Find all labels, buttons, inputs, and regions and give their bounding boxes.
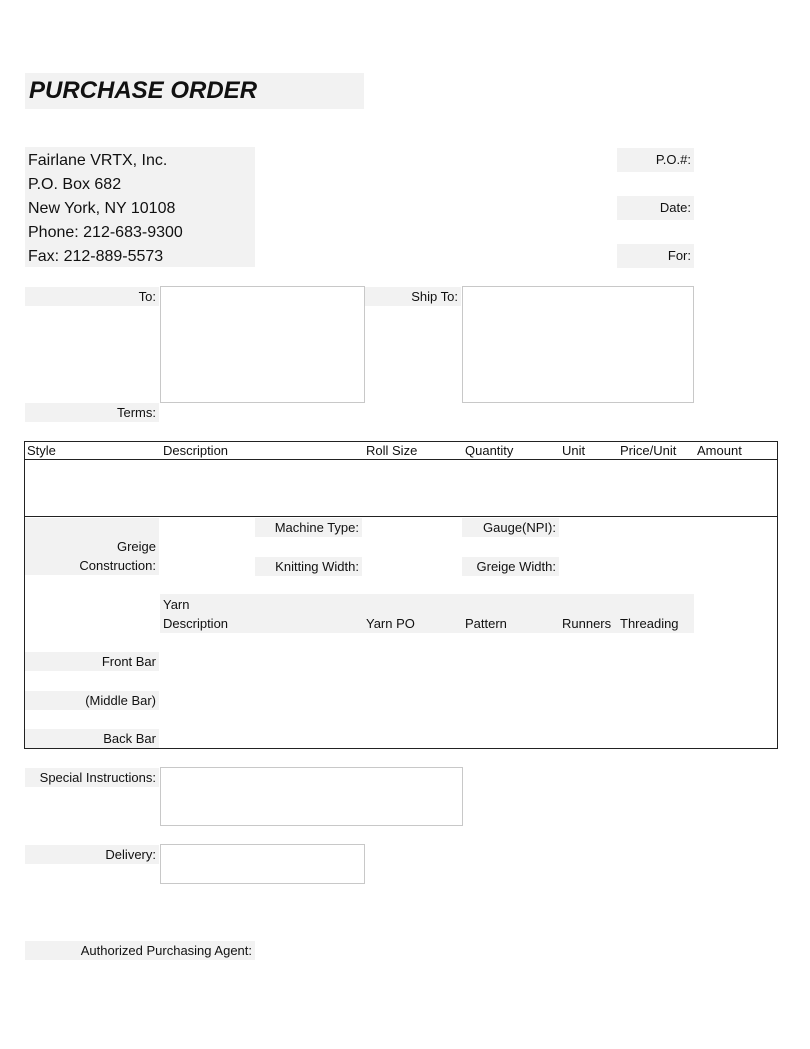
back-bar-row[interactable]: [160, 729, 694, 747]
greige-label-line1: Greige: [116, 539, 156, 554]
special-instructions-label: Special Instructions:: [25, 768, 159, 787]
to-address-box[interactable]: [160, 286, 365, 403]
front-bar-label: Front Bar: [25, 652, 159, 671]
page-title: PURCHASE ORDER: [25, 73, 364, 109]
column-header-description: Description: [163, 443, 229, 458]
greige-width-field[interactable]: [560, 557, 694, 576]
special-instructions-box[interactable]: [160, 767, 463, 826]
column-header-style: Style: [27, 443, 56, 458]
ship-to-address-box[interactable]: [462, 286, 694, 403]
for-field[interactable]: [694, 244, 778, 268]
company-info: [25, 147, 255, 267]
date-label: Date:: [617, 196, 694, 220]
company-address-line2: New York, NY 10108: [28, 200, 176, 217]
column-header-quantity: Quantity: [465, 443, 514, 458]
machine-type-field[interactable]: [363, 518, 461, 537]
company-fax: Fax: 212-889-5573: [28, 248, 164, 265]
greige-label-line2: Construction:: [79, 558, 156, 573]
yarn-header-bg: [160, 594, 694, 633]
yarn-desc-header-line1: Yarn: [163, 597, 190, 612]
date-field[interactable]: [694, 196, 778, 220]
machine-type-label: Machine Type:: [255, 518, 362, 537]
column-header-amount: Amount: [697, 443, 742, 458]
front-bar-row[interactable]: [160, 652, 694, 671]
table-section-divider: [24, 516, 778, 517]
to-label: To:: [25, 287, 159, 306]
ship-to-label: Ship To:: [365, 287, 461, 306]
gauge-field[interactable]: [560, 518, 694, 537]
company-name: Fairlane VRTX, Inc.: [28, 152, 168, 169]
pattern-header: Pattern: [465, 616, 507, 631]
knitting-width-field[interactable]: [363, 557, 461, 576]
middle-bar-row[interactable]: [160, 691, 694, 710]
for-label: For:: [617, 244, 694, 268]
authorized-agent-label: Authorized Purchasing Agent:: [25, 941, 255, 960]
column-header-roll-size: Roll Size: [366, 443, 418, 458]
back-bar-label: Back Bar: [25, 729, 159, 748]
po-number-label: P.O.#:: [617, 148, 694, 172]
middle-bar-label: (Middle Bar): [25, 691, 159, 710]
order-line-area[interactable]: [26, 461, 776, 515]
terms-field[interactable]: [160, 403, 365, 422]
po-number-field[interactable]: [694, 148, 778, 172]
terms-label: Terms:: [25, 403, 159, 422]
greige-width-label: Greige Width:: [462, 557, 559, 576]
yarn-desc-header-line2: Description: [163, 616, 229, 631]
gauge-label: Gauge(NPI):: [462, 518, 559, 537]
knitting-width-label: Knitting Width:: [255, 557, 362, 576]
column-header-price-unit: Price/Unit: [620, 443, 677, 458]
authorized-agent-field[interactable]: [256, 941, 556, 960]
company-phone: Phone: 212-683-9300: [28, 224, 183, 241]
delivery-box[interactable]: [160, 844, 365, 884]
runners-header: Runners: [562, 616, 612, 631]
company-address-line1: P.O. Box 682: [28, 176, 122, 193]
threading-header: Threading: [620, 616, 679, 631]
delivery-label: Delivery:: [25, 845, 159, 864]
table-header-divider: [24, 459, 778, 460]
yarn-po-header: Yarn PO: [366, 616, 415, 631]
column-header-unit: Unit: [562, 443, 586, 458]
